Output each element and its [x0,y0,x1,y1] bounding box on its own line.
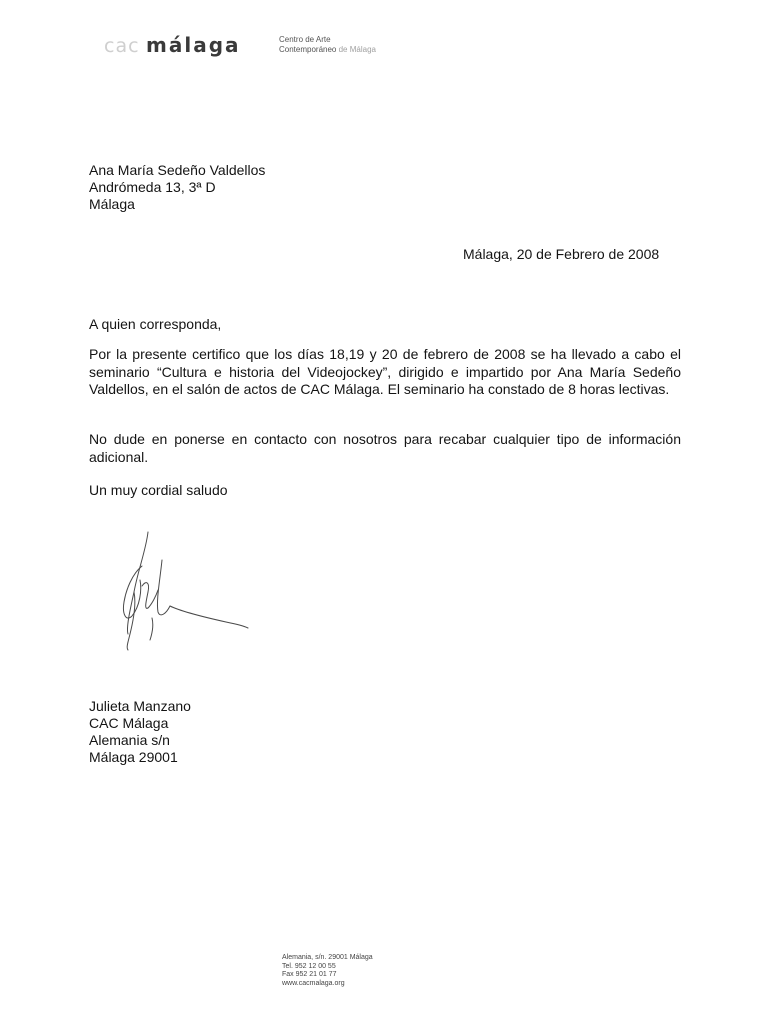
greeting: A quien corresponda, [89,316,222,332]
footer-fax: Fax 952 21 01 77 [282,971,337,979]
logo-prefix: cac [104,35,140,57]
recipient-name: Ana María Sedeño Valdellos [89,162,266,178]
sender-name: Julieta Manzano [89,698,191,714]
letterhead-subtitle-line2: Contemporáneo de Málaga [279,45,376,54]
footer-address: Alemania, s/n. 29001 Málaga [282,954,373,961]
footer-tel: Tel. 952 12 00 55 [282,962,336,970]
sender-block [89,698,191,766]
letter-date: Málaga, 20 de Febrero de 2008 [463,246,660,262]
letterhead-subtitle-line1: Centro de Arte [279,35,331,44]
signature-image [112,530,262,660]
logo-name: málaga [146,33,241,57]
letterhead-subtitle [279,35,376,55]
sender-org: CAC Málaga [89,715,169,731]
certification-paragraph: Por la presente certifico que los días 18,19 y 20 de febrero de 2008 se ha llevado a cabo el seminario “Cultura e historia del Videojockey”, dirigido e impartido por Ana María Sedeño Valdellos, en el salón de actos de CAC Málaga. El seminario ha constado de 8 horas lectivas. [89,346,681,397]
contact-paragraph: No dude en ponerse en contacto con nosotros para recabar cualquier tipo de información adicional. [89,431,681,465]
sender-street: Alemania s/n [89,732,170,748]
footer-web: www.cacmalaga.org [282,979,345,987]
closing: Un muy cordial saludo [89,482,228,498]
recipient-address [89,162,265,213]
recipient-city: Málaga [89,196,135,212]
footer-contact [282,954,373,988]
sender-city: Málaga 29001 [89,749,178,765]
recipient-street: Andrómeda 13, 3ª D [89,179,216,195]
